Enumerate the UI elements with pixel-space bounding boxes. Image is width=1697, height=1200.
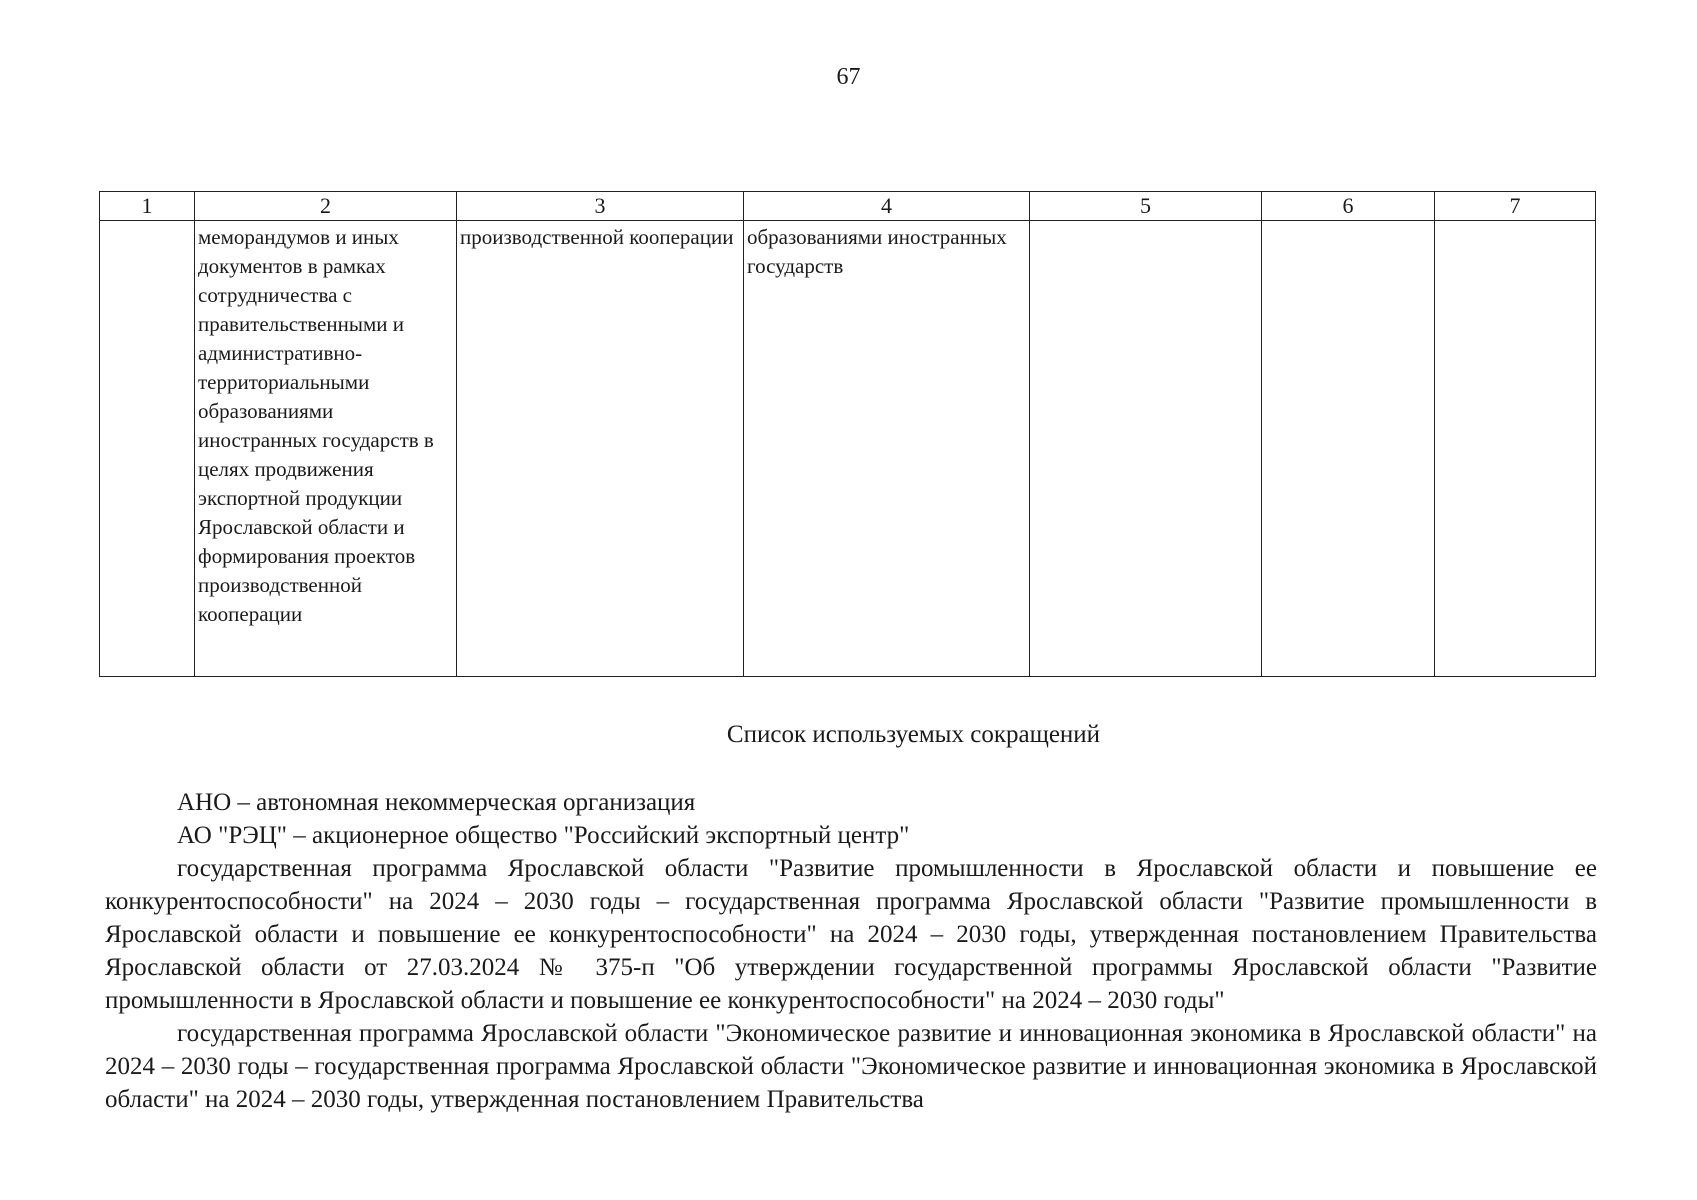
column-header-7: 7 (1435, 192, 1596, 221)
column-header-3: 3 (457, 192, 744, 221)
abbreviations-list (105, 786, 1597, 1116)
table-cell-col-2: меморандумов и иных документов в рамках сотрудничества с правительственными и административно-территориальными образованиями иностранных государств в целях продвижения экспортной продукции Ярославской области и формирования проектов производственной кооперации (195, 221, 457, 677)
column-header-2: 2 (195, 192, 457, 221)
page-number: 67 (836, 64, 861, 90)
abbreviation-item: АНО – автономная некоммерческая организация (177, 789, 696, 816)
table-row (100, 221, 1596, 677)
abbreviations-heading (0, 721, 1697, 749)
table-cell-col-1 (100, 221, 195, 677)
table-cell-col-5 (1030, 221, 1262, 677)
column-header-1: 1 (100, 192, 195, 221)
abbreviations-heading-text: Список используемых сокращений (726, 721, 1101, 748)
abbreviation-item: государственная программа Ярославской области "Экономическое развитие и инновационная экономика в Ярославской области" на 2024 – 2030 годы – государственная программа Ярославской области "Экономическое развитие и инновационная экономика в Ярославской области" на 2024 – 2030 годы, утвержденная постановлением Правительства (105, 1020, 1597, 1113)
table-cell-col-6 (1262, 221, 1435, 677)
table-cell-col-4: образованиями иностранных государств (744, 221, 1030, 677)
table-cell-col-3: производственной кооперации (457, 221, 744, 677)
column-header-6: 6 (1262, 192, 1435, 221)
column-header-4: 4 (744, 192, 1030, 221)
abbreviation-item: государственная программа Ярославской области "Развитие промышленности в Ярославской области и повышение ее конкурентоспособности" на 2024 – 2030 годы – государственная программа Ярославской области "Развитие промышленности в Ярославской области и повышение ее конкурентоспособности" на 2024 – 2030 годы, утвержденная постановлением Правительства Ярославской области от 27.03.2024 № 375-п "Об утверждении государственной программы Ярославской области "Развитие промышленности в Ярославской области и повышение ее конкурентоспособности" на 2024 – 2030 годы" (105, 855, 1597, 1014)
data-table (99, 191, 1596, 677)
abbreviation-item: АО "РЭЦ" – акционерное общество "Российский экспортный центр" (177, 822, 910, 849)
table-cell-col-7 (1435, 221, 1596, 677)
column-header-5: 5 (1030, 192, 1262, 221)
table-header-row (100, 192, 1596, 221)
